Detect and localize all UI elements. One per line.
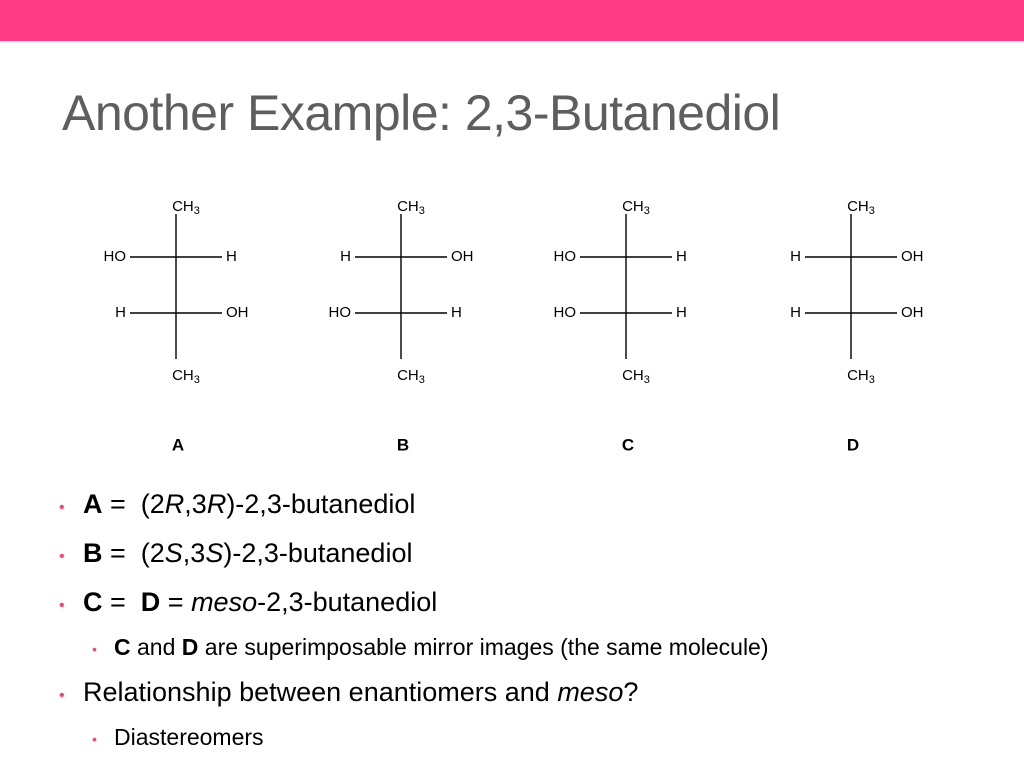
- substituent-right: H: [451, 303, 462, 321]
- bullet-b-eq: = (2: [102, 538, 165, 568]
- slide-title: Another Example: 2,3-Butanediol: [62, 85, 781, 141]
- bullet-c: [59, 587, 438, 618]
- bullet-c-name2: D: [140, 587, 161, 617]
- bullet-a: [59, 489, 416, 520]
- bullet-a-config2: R: [206, 489, 227, 519]
- methyl-bottom-label: $CH_3$: [172, 366, 200, 386]
- sub-bullet-c-rest: are superimposable mirror images (the same molecule): [198, 634, 769, 660]
- sub-bullet-diastereomers-text: Diastereomers: [114, 724, 264, 750]
- substituent-left: H: [340, 247, 351, 265]
- substituent-right: H: [676, 247, 687, 265]
- methyl-top-label: $CH_3$: [397, 197, 425, 217]
- bullet-b: [59, 538, 413, 569]
- bullet-a-rest: )-2,3-butanediol: [226, 489, 416, 519]
- sub-bullet-c: [92, 634, 769, 661]
- bullet-relationship-text: Relationship between enantiomers and: [83, 677, 558, 707]
- methyl-bottom-label: $CH_3$: [847, 366, 875, 386]
- methyl-top-label: $CH_3$: [847, 197, 875, 217]
- bullet-b-config1: S: [164, 538, 183, 568]
- bullet-a-name: A: [83, 489, 103, 519]
- substituent-right: H: [676, 303, 687, 321]
- substituent-left: HO: [103, 247, 126, 265]
- methyl-bottom-label: $CH_3$: [397, 366, 425, 386]
- bullet-dot: •: [59, 597, 65, 614]
- methyl-top-label: $CH_3$: [622, 197, 650, 217]
- substituent-right: OH: [901, 303, 924, 321]
- bullet-c-meso: meso: [191, 587, 258, 617]
- bullet-a-config1: R: [164, 489, 185, 519]
- sub-bullet-c-name1: C: [114, 634, 131, 660]
- substituent-left: H: [790, 303, 801, 321]
- methyl-top-label: $CH_3$: [172, 197, 200, 217]
- bullet-c-rest: -2,3-butanediol: [257, 587, 438, 617]
- sub-bullet-c-name2: D: [181, 634, 199, 660]
- sub-bullet-diastereomers: [92, 724, 264, 751]
- substituent-right: OH: [451, 247, 474, 265]
- substituent-left: H: [115, 303, 126, 321]
- sub-bullet-c-and: and: [130, 634, 182, 660]
- bullet-c-eq1: =: [102, 587, 141, 617]
- bullet-dot: •: [59, 499, 65, 516]
- substituent-left: HO: [553, 247, 576, 265]
- bullet-relationship-meso: meso: [557, 677, 624, 707]
- bullet-b-mid: ,3: [182, 538, 206, 568]
- bullet-dot: •: [59, 687, 65, 704]
- bullet-c-eq2: =: [160, 587, 192, 617]
- structure-label: A: [171, 435, 185, 455]
- structure-label: C: [621, 435, 635, 455]
- bullet-relationship-q: ?: [623, 677, 639, 707]
- structure-label: B: [396, 435, 410, 455]
- methyl-bottom-label: $CH_3$: [622, 366, 650, 386]
- top-accent-bar: [0, 0, 1024, 41]
- bullet-b-config2: S: [205, 538, 224, 568]
- bullet-a-eq: = (2: [102, 489, 165, 519]
- fischer-projections: [0, 180, 1024, 460]
- structure-label: D: [846, 435, 860, 455]
- substituent-left: HO: [328, 303, 351, 321]
- substituent-left: HO: [553, 303, 576, 321]
- bullet-c-name1: C: [83, 587, 103, 617]
- sub-bullet-dot: •: [92, 641, 97, 657]
- substituent-right: OH: [226, 303, 249, 321]
- substituent-right: H: [226, 247, 237, 265]
- sub-bullet-dot: •: [92, 731, 97, 747]
- bullet-relationship: [59, 677, 639, 708]
- bullet-dot: •: [59, 548, 65, 565]
- bullet-b-name: B: [83, 538, 103, 568]
- substituent-left: H: [790, 247, 801, 265]
- bullet-a-mid: ,3: [184, 489, 207, 519]
- substituent-right: OH: [901, 247, 924, 265]
- fischer-projections-drawing: [0, 180, 1024, 460]
- bullet-b-rest: )-2,3-butanediol: [223, 538, 413, 568]
